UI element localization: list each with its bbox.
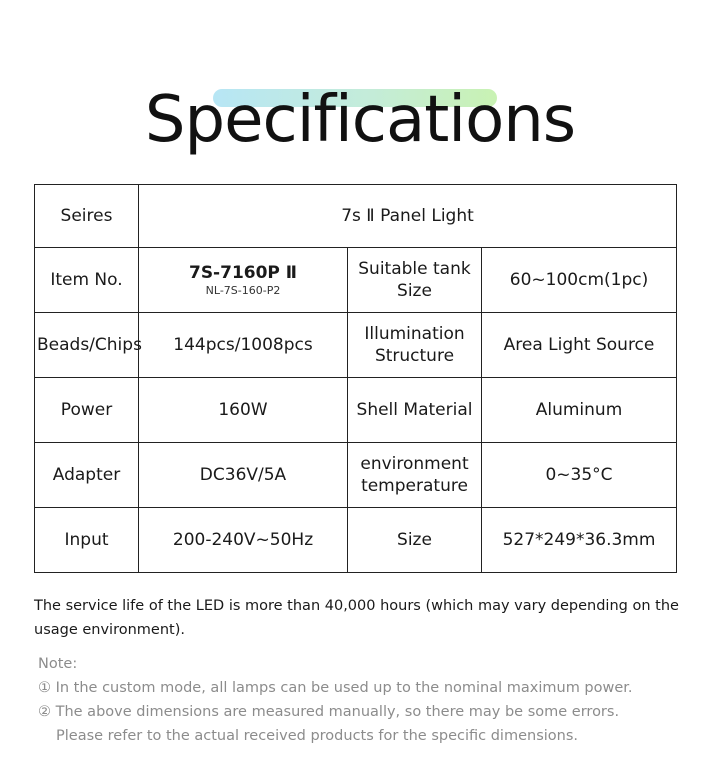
service-life-text: The service life of the LED is more than 40,000 hours (which may vary depending on the usage environment). (34, 598, 679, 638)
shell-material-value: Aluminum (482, 378, 677, 443)
power-label: Power (35, 378, 139, 443)
title-area (0, 70, 720, 170)
input-label: Input (35, 508, 139, 573)
size-value: 527*249*36.3mm (482, 508, 677, 573)
page-title: Specifications (144, 83, 576, 157)
shell-material-label: Shell Material (348, 378, 482, 443)
notes-heading: Note: (38, 656, 78, 672)
tank-size-value: 60~100cm(1pc) (482, 248, 677, 313)
spec-row-input (35, 508, 677, 573)
item-no-label: Item No. (35, 248, 139, 313)
adapter-value: DC36V/5A (139, 443, 348, 508)
input-value: 200-240V~50Hz (139, 508, 348, 573)
beads-value: 144pcs/1008pcs (139, 313, 348, 378)
series-label: Seires (35, 185, 139, 248)
spec-row-power (35, 378, 677, 443)
note-item-2-continued: Please refer to the actual received products for the specific dimensions. (56, 728, 579, 744)
power-value: 160W (139, 378, 348, 443)
adapter-label: Adapter (35, 443, 139, 508)
beads-label: Beads/Chips (35, 313, 139, 378)
illumination-label: Illumination Structure (348, 313, 482, 378)
size-label: Size (348, 508, 482, 573)
spec-row-adapter (35, 443, 677, 508)
environment-temperature-label: environment temperature (348, 443, 482, 508)
environment-temperature-value: 0~35°C (482, 443, 677, 508)
illumination-value: Area Light Source (482, 313, 677, 378)
item-no-main: 7S-7160P Ⅱ (188, 263, 298, 283)
note-item-1: ① In the custom mode, all lamps can be used up to the nominal maximum power. (38, 680, 633, 696)
spec-row-item-no (35, 248, 677, 313)
spec-row-beads (35, 313, 677, 378)
series-value: 7s Ⅱ Panel Light (139, 185, 677, 248)
note-item-2: ② The above dimensions are measured manually, so there may be some errors. (38, 704, 620, 720)
spec-row-series (35, 185, 677, 248)
spec-table (34, 184, 677, 573)
notes-section (38, 652, 698, 748)
item-no-sub: NL-7S-160-P2 (205, 284, 281, 297)
item-no-value (139, 248, 348, 313)
tank-size-label: Suitable tank Size (348, 248, 482, 313)
